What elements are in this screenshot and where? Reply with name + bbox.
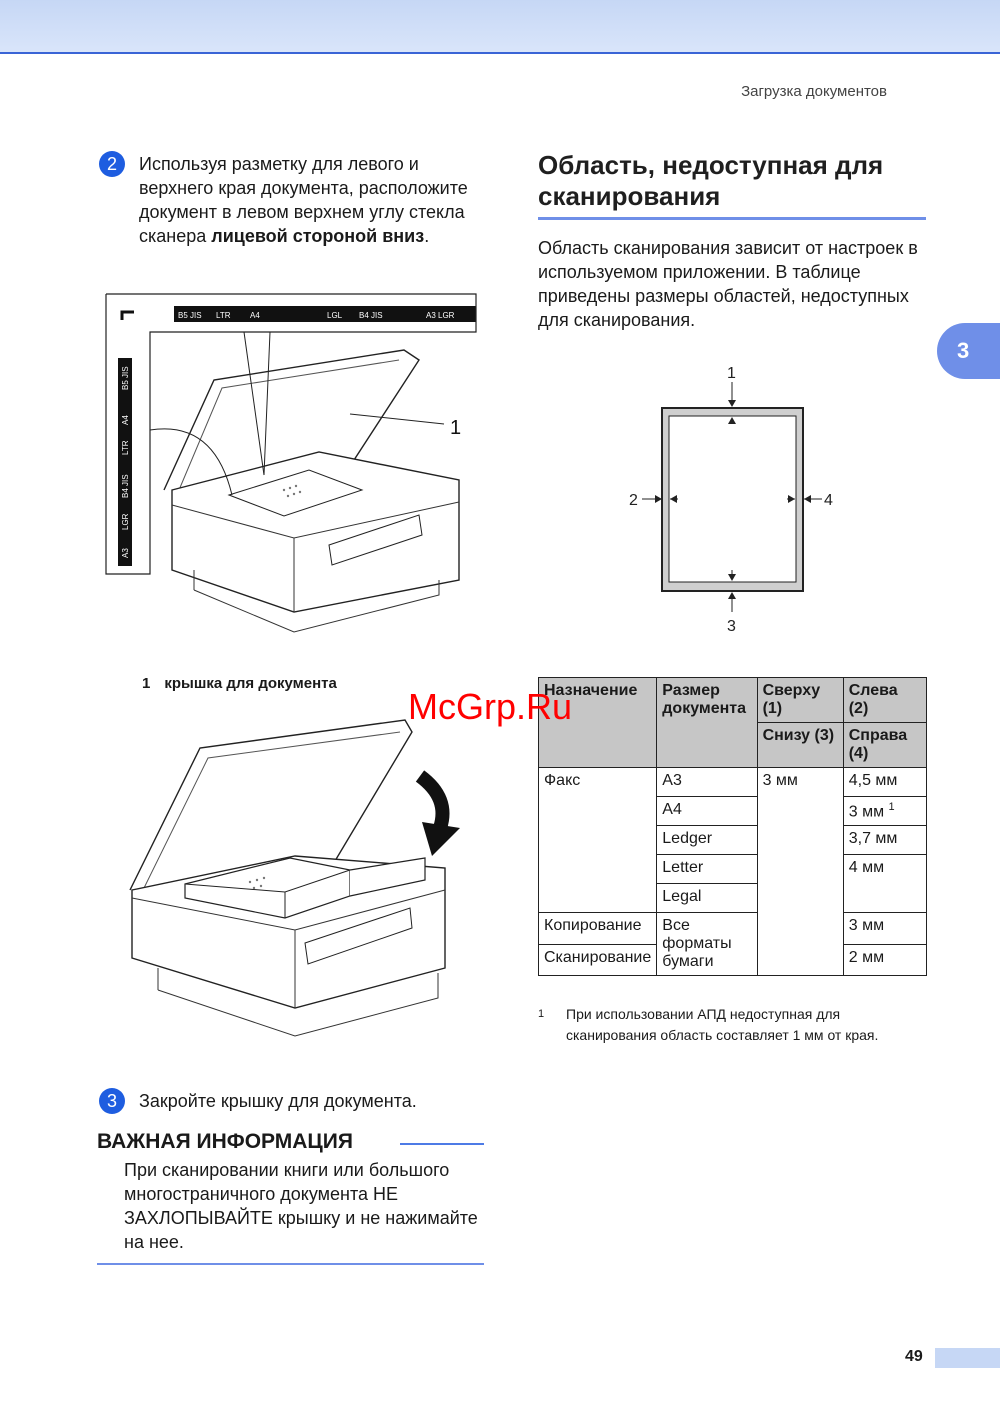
table-header-row-1 xyxy=(539,678,927,723)
table-row xyxy=(539,768,927,797)
cell-scan: Сканирование xyxy=(539,944,657,976)
step-2-text xyxy=(139,152,479,248)
step-3-text: Закройте крышку для документа. xyxy=(139,1091,417,1111)
step-2-badge: 2 xyxy=(99,151,125,177)
header-top: Сверху (1) xyxy=(757,678,843,723)
ruler-mark: LTR xyxy=(216,311,231,320)
chapter-tab[interactable]: 3 xyxy=(937,323,1000,379)
left-a4-value: 3 мм xyxy=(848,803,885,821)
important-body: При сканировании книги или большого многостраничного документа НЕ ЗАХЛОПЫВАЙТЕ крышку и не нажимайте на нее. xyxy=(124,1160,478,1252)
page-tab xyxy=(935,1348,1000,1368)
cell-letter: Letter xyxy=(657,855,757,884)
step-2-text-end: . xyxy=(424,226,430,246)
step-2 xyxy=(99,152,479,248)
header-bottom: Снизу (3) xyxy=(757,723,843,768)
cell-left-letter-legal: 4 мм xyxy=(843,855,926,913)
cell-ledger: Ledger xyxy=(657,826,757,855)
unscannable-area-table xyxy=(538,677,927,976)
ruler-mark: A3 xyxy=(121,548,130,558)
footnote xyxy=(538,1004,928,1046)
unscannable-area-diagram xyxy=(620,360,850,640)
cell-left-a4 xyxy=(843,797,926,826)
header-purpose: Назначение xyxy=(539,678,657,768)
step-3-badge: 3 xyxy=(99,1088,125,1114)
step-2-text-bold: лицевой стороной вниз xyxy=(211,226,425,246)
section-rule xyxy=(538,217,926,220)
cell-top-fax-copy: 3 мм xyxy=(757,768,843,976)
cell-copy: Копирование xyxy=(539,913,657,945)
cell-left-a3: 4,5 мм xyxy=(843,768,926,797)
ruler-mark: LGR xyxy=(121,513,130,530)
footnote-text: При использовании АПД недоступная для сканирования область составляет 1 мм от края. xyxy=(566,1006,879,1043)
step-3 xyxy=(99,1089,479,1114)
cell-left-ledger: 3,7 мм xyxy=(843,826,926,855)
watermark: McGrp.Ru xyxy=(408,686,573,727)
header-right: Справа (4) xyxy=(843,723,926,768)
cell-left-copy: 3 мм xyxy=(843,913,926,945)
cell-fax: Факс xyxy=(539,768,657,913)
ruler-mark: A4 xyxy=(121,415,130,425)
scanner-open-lid-illustration xyxy=(104,290,484,650)
ruler-mark: A3 LGR xyxy=(426,311,455,320)
ruler-mark: B5 JIS xyxy=(178,311,202,320)
header-band xyxy=(0,0,1000,54)
diagram-label-1: 1 xyxy=(727,365,736,382)
ruler-mark: B4 JIS xyxy=(359,311,383,320)
scanner-closing-lid-illustration xyxy=(120,718,470,1058)
caption-number: 1 xyxy=(142,675,151,692)
header-size: Размер документа xyxy=(657,678,757,768)
footnote-ref[interactable]: 1 xyxy=(888,801,895,813)
page-number: 49 xyxy=(905,1348,923,1365)
cell-left-scan: 2 мм xyxy=(843,944,926,976)
important-title: ВАЖНАЯ ИНФОРМАЦИЯ xyxy=(97,1130,353,1153)
important-divider xyxy=(400,1143,484,1145)
ruler-mark: B5 JIS xyxy=(121,366,130,390)
footnote-mark: 1 xyxy=(538,1008,545,1020)
caption-text: крышка для документа xyxy=(164,675,337,692)
section-intro: Область сканирования зависит от настроек в используемом приложении. В таблице приведены размеры областей, недоступных для сканирования. xyxy=(538,238,918,330)
diagram-label-4: 4 xyxy=(824,492,833,509)
callout-1: 1 xyxy=(450,417,462,439)
important-bottom-rule xyxy=(97,1263,484,1265)
diagram-label-2: 2 xyxy=(629,492,638,509)
ruler-mark: LGL xyxy=(327,311,343,320)
cell-legal: Legal xyxy=(657,884,757,913)
diagram-label-3: 3 xyxy=(727,618,736,635)
cell-a3: A3 xyxy=(657,768,757,797)
step-2-text-part: Используя разметку для левого и верхнего края документа, расположите документ в левом верхнем углу стекла сканера xyxy=(139,154,468,246)
running-title: Загрузка документов xyxy=(741,83,887,100)
header-left: Слева (2) xyxy=(843,678,926,723)
table-row xyxy=(539,913,927,945)
cell-a4: A4 xyxy=(657,797,757,826)
section-title: Область, недоступная для сканирования xyxy=(538,150,884,211)
ruler-mark: A4 xyxy=(250,311,260,320)
ruler-mark: LTR xyxy=(121,440,130,455)
ruler-mark: B4 JIS xyxy=(121,474,130,498)
cell-all-formats: Все форматы бумаги xyxy=(657,913,757,976)
figure-caption xyxy=(142,675,337,692)
